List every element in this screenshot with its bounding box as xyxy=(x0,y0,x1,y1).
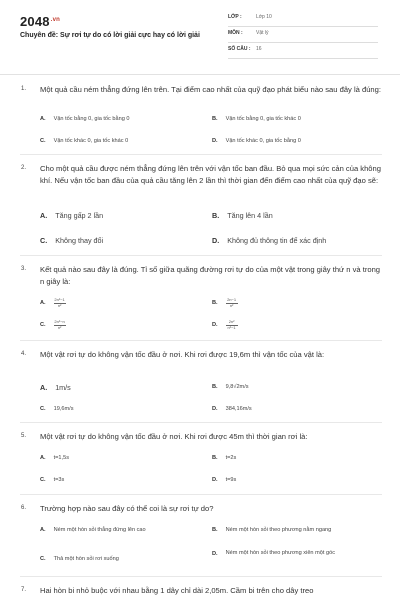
option-text: Ném một hòn sỏi thẳng đứng lên cao xyxy=(53,527,146,533)
meta-value: 16 xyxy=(256,46,262,52)
option-letter: B. xyxy=(212,455,218,461)
option-text: Không đủ thông tin để xác định xyxy=(227,236,327,245)
option-b[interactable] xyxy=(212,298,238,308)
meta-row-class xyxy=(228,14,378,27)
meta-label: LỚP : xyxy=(228,14,242,20)
denominator: n² xyxy=(57,324,62,330)
option-letter: B. xyxy=(212,527,218,533)
logo-suffix: .vn xyxy=(50,16,61,23)
question-text: Trường hợp nào sau đây có thể coi là sự rơi tự do? xyxy=(40,504,214,513)
option-letter: B. xyxy=(212,211,220,220)
option-text: Vận tốc khác 0, gia tốc bằng 0 xyxy=(225,138,301,144)
option-b[interactable] xyxy=(212,527,331,533)
option-c[interactable] xyxy=(40,236,103,245)
site-logo[interactable] xyxy=(20,14,60,29)
option-d[interactable] xyxy=(212,549,366,558)
option-c[interactable] xyxy=(40,556,119,562)
fraction xyxy=(54,298,66,308)
denominator: n²−1 xyxy=(227,324,236,330)
divider xyxy=(20,255,382,256)
fraction xyxy=(226,298,238,308)
option-text: Không thay đổi xyxy=(55,236,104,245)
option-b[interactable] xyxy=(212,116,301,122)
option-text: 1m/s xyxy=(55,383,71,392)
option-a[interactable] xyxy=(40,211,103,220)
option-c[interactable] xyxy=(40,138,128,144)
option-letter: D. xyxy=(212,138,218,144)
option-d[interactable] xyxy=(212,138,301,144)
divider xyxy=(20,576,382,577)
meta-row-subject xyxy=(228,30,378,43)
denominator: n² xyxy=(229,302,234,308)
option-c[interactable] xyxy=(40,406,74,412)
option-text: Tăng lên 4 lần xyxy=(227,211,273,220)
option-text: t=1,5s xyxy=(53,455,69,461)
logo-text: 2048 xyxy=(20,14,50,29)
question-number: 4. xyxy=(21,351,27,357)
option-d[interactable] xyxy=(212,236,326,245)
option-a[interactable] xyxy=(40,116,129,122)
option-text: 9,8√2m/s xyxy=(225,384,249,390)
option-b[interactable] xyxy=(212,211,273,220)
option-c[interactable] xyxy=(40,320,66,330)
option-c[interactable] xyxy=(40,477,64,483)
option-letter: C. xyxy=(40,321,46,328)
question-number: 5. xyxy=(21,433,27,439)
option-letter: A. xyxy=(40,299,46,306)
meta-table xyxy=(228,14,378,62)
question-text: Một quả cầu ném thẳng đứng lên trên. Tại điểm cao nhất của quỹ đạo phát biểu nào sau đây là đúng: xyxy=(40,85,381,94)
divider xyxy=(20,154,382,155)
option-text: t=9s xyxy=(225,477,237,483)
fraction xyxy=(226,320,238,330)
option-d[interactable] xyxy=(212,406,252,412)
option-text: t=2s xyxy=(225,455,237,461)
meta-label: MÔN : xyxy=(228,30,243,36)
meta-value: Vật lý xyxy=(256,30,269,36)
option-letter: B. xyxy=(212,116,218,122)
numerator: 2n²−n xyxy=(54,319,65,324)
option-letter: D. xyxy=(212,550,218,557)
option-letter: C. xyxy=(40,477,46,483)
option-letter: A. xyxy=(40,383,48,392)
option-letter: B. xyxy=(212,299,218,306)
option-text: Ném một hòn sỏi theo phương nằm ngang xyxy=(225,527,332,533)
option-letter: A. xyxy=(40,527,46,533)
option-letter: B. xyxy=(212,384,218,390)
meta-value: Lớp 10 xyxy=(256,14,272,20)
option-b[interactable] xyxy=(212,384,249,390)
denominator: n² xyxy=(57,302,62,308)
divider xyxy=(20,494,382,495)
option-letter: C. xyxy=(40,556,46,562)
question-number: 2. xyxy=(21,165,27,171)
option-text: Vận tốc bằng 0, gia tốc khác 0 xyxy=(225,116,301,122)
question-text: Kết quả nào sau đây là đúng. Tỉ số giữa quãng đường rơi tự do của một vật trong giây thứ n và trong n giây là: xyxy=(40,265,381,286)
option-letter: D. xyxy=(212,477,218,483)
question-number: 7. xyxy=(21,587,27,593)
option-text: Thả một hòn sỏi rơi xuống xyxy=(53,556,119,562)
question-text: Cho một quả cầu được ném thẳng đứng lên trên với vận tốc ban đầu. Bỏ qua mọi sức cản của không khí. Nếu vận tốc ban đầu của quả cầu tăng lên 2 lần thì thời gian đến điểm cao nhất của quỹ đạo sẽ: xyxy=(40,164,381,185)
question-text: Một vật rơi tự do không vận tốc đầu ở nơi. Khi rơi được 19,6m thì vận tốc của vật là: xyxy=(40,350,325,359)
option-text: 384,16m/s xyxy=(225,406,252,412)
question-text: Hai hòn bi nhỏ buộc với nhau bằng 1 dây chỉ dài 2,05m. Cầm bi trên cho dây treo xyxy=(40,586,314,595)
option-text: t=3s xyxy=(53,477,65,483)
option-letter: D. xyxy=(212,236,220,245)
divider xyxy=(20,340,382,341)
option-text: Ném một hòn sỏi theo phương xiên một góc xyxy=(225,550,335,556)
option-d[interactable] xyxy=(212,477,236,483)
option-a[interactable] xyxy=(40,455,69,461)
meta-label: SỐ CÂU : xyxy=(228,46,251,52)
question-number: 1. xyxy=(21,86,27,92)
option-letter: A. xyxy=(40,455,46,461)
fraction xyxy=(54,320,66,330)
numerator: 2n² xyxy=(228,319,235,324)
header-divider xyxy=(0,74,400,75)
option-letter: D. xyxy=(212,406,218,412)
option-d[interactable] xyxy=(212,320,238,330)
option-text: Tăng gấp 2 lần xyxy=(55,211,104,220)
option-a[interactable] xyxy=(40,298,66,308)
option-text: Vận tốc bằng 0, gia tốc bằng 0 xyxy=(53,116,130,122)
option-letter: D. xyxy=(212,321,218,328)
numerator: 2n²−1 xyxy=(54,297,65,302)
question-number: 3. xyxy=(21,266,27,272)
option-letter: A. xyxy=(40,211,48,220)
option-letter: C. xyxy=(40,406,46,412)
option-a[interactable] xyxy=(40,527,146,533)
option-letter: C. xyxy=(40,138,46,144)
numerator: 2n−1 xyxy=(227,297,237,302)
option-letter: C. xyxy=(40,236,48,245)
option-a[interactable] xyxy=(40,383,71,392)
meta-row-count xyxy=(228,46,378,59)
option-b[interactable] xyxy=(212,455,236,461)
divider xyxy=(20,422,382,423)
topic-title: Chuyên đề: Sự rơi tự do có lời giải cực hay có lời giải xyxy=(20,32,200,39)
question-number: 6. xyxy=(21,505,27,511)
header xyxy=(0,0,400,66)
option-letter: A. xyxy=(40,116,46,122)
question-text: Một vật rơi tự do không vận tốc đầu ở nơi. Khi rơi được 45m thì thời gian rơi là: xyxy=(40,432,308,441)
option-text: 19,6m/s xyxy=(53,406,74,412)
option-text: Vận tốc khác 0, gia tốc khác 0 xyxy=(53,138,129,144)
